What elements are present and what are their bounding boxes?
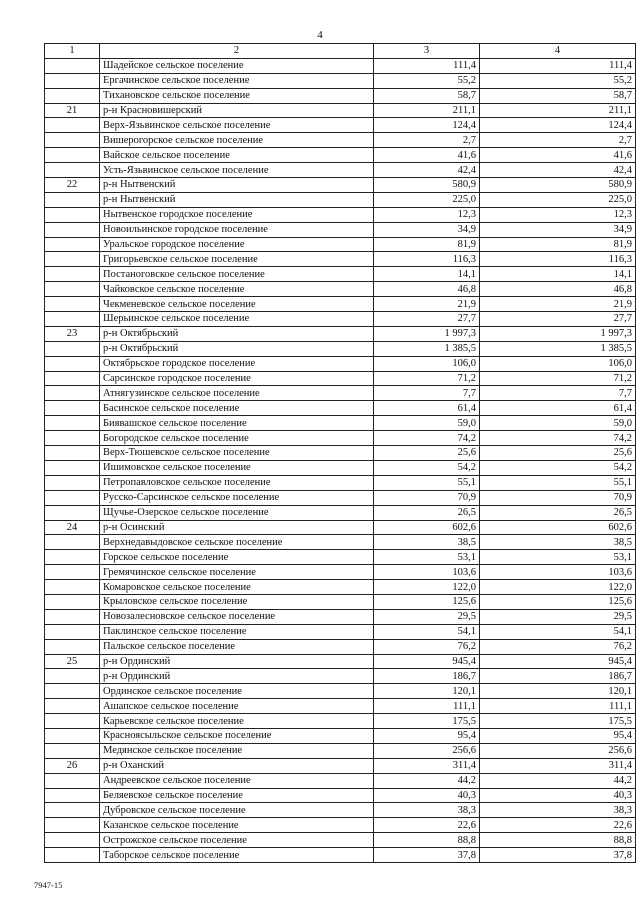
table-row xyxy=(45,714,636,729)
row-name: Шадейское сельское поселение xyxy=(100,58,374,73)
row-value-3: 14,1 xyxy=(374,267,480,282)
table-row xyxy=(45,460,636,475)
row-number xyxy=(45,371,100,386)
row-name: Тихановское сельское поселение xyxy=(100,88,374,103)
row-value-4: 40,3 xyxy=(480,788,636,803)
table-row xyxy=(45,237,636,252)
row-value-4: 41,6 xyxy=(480,148,636,163)
row-value-3: 38,3 xyxy=(374,803,480,818)
row-value-4: 58,7 xyxy=(480,88,636,103)
table-row xyxy=(45,818,636,833)
row-value-4: 71,2 xyxy=(480,371,636,386)
row-value-3: 54,1 xyxy=(374,624,480,639)
row-name: Октябрьское городское поселение xyxy=(100,356,374,371)
row-number xyxy=(45,207,100,222)
row-name: Постаноговское сельское поселение xyxy=(100,267,374,282)
table-row xyxy=(45,535,636,550)
table-row xyxy=(45,758,636,773)
row-value-3: 29,5 xyxy=(374,609,480,624)
row-number: 22 xyxy=(45,178,100,193)
row-number xyxy=(45,535,100,550)
row-name: Григорьевское сельское поселение xyxy=(100,252,374,267)
row-value-4: 311,4 xyxy=(480,758,636,773)
row-value-3: 120,1 xyxy=(374,684,480,699)
row-name: Вишерогорское сельское поселение xyxy=(100,133,374,148)
row-value-3: 38,5 xyxy=(374,535,480,550)
row-number xyxy=(45,848,100,863)
row-name: Ишимовское сельское поселение xyxy=(100,460,374,475)
row-value-3: 256,6 xyxy=(374,743,480,758)
row-value-3: 55,1 xyxy=(374,475,480,490)
row-number xyxy=(45,416,100,431)
row-value-4: 7,7 xyxy=(480,386,636,401)
row-number xyxy=(45,356,100,371)
row-value-4: 59,0 xyxy=(480,416,636,431)
row-name: Крыловское сельское поселение xyxy=(100,594,374,609)
row-name: Верх-Тюшевское сельское поселение xyxy=(100,446,374,461)
row-name: р-н Нытвенский xyxy=(100,178,374,193)
row-value-3: 122,0 xyxy=(374,580,480,595)
row-value-4: 38,5 xyxy=(480,535,636,550)
row-number xyxy=(45,833,100,848)
table-row xyxy=(45,639,636,654)
table-row xyxy=(45,743,636,758)
row-name: Таборское сельское поселение xyxy=(100,848,374,863)
row-value-4: 88,8 xyxy=(480,833,636,848)
row-value-3: 71,2 xyxy=(374,371,480,386)
row-value-4: 74,2 xyxy=(480,431,636,446)
row-value-4: 1 997,3 xyxy=(480,326,636,341)
row-name: Басинское сельское поселение xyxy=(100,401,374,416)
table-row xyxy=(45,222,636,237)
row-value-4: 256,6 xyxy=(480,743,636,758)
table-row xyxy=(45,609,636,624)
table-row xyxy=(45,446,636,461)
row-value-3: 580,9 xyxy=(374,178,480,193)
row-name: Уральское городское поселение xyxy=(100,237,374,252)
row-name: Богородское сельское поселение xyxy=(100,431,374,446)
row-value-3: 76,2 xyxy=(374,639,480,654)
row-name: Щучье-Озерское сельское поселение xyxy=(100,505,374,520)
row-number xyxy=(45,714,100,729)
row-value-3: 58,7 xyxy=(374,88,480,103)
row-value-4: 211,1 xyxy=(480,103,636,118)
table-row xyxy=(45,88,636,103)
row-number xyxy=(45,743,100,758)
row-number xyxy=(45,341,100,356)
row-number xyxy=(45,267,100,282)
row-value-3: 27,7 xyxy=(374,312,480,327)
table-row xyxy=(45,490,636,505)
row-number xyxy=(45,728,100,743)
table-row xyxy=(45,207,636,222)
row-value-3: 1 385,5 xyxy=(374,341,480,356)
row-name: р-н Осинский xyxy=(100,520,374,535)
table-row xyxy=(45,475,636,490)
row-name: Верхнедавыдовское сельское поселение xyxy=(100,535,374,550)
table-row xyxy=(45,252,636,267)
row-value-4: 125,6 xyxy=(480,594,636,609)
row-number xyxy=(45,252,100,267)
row-name: Острожское сельское поселение xyxy=(100,833,374,848)
row-value-4: 53,1 xyxy=(480,550,636,565)
row-value-3: 95,4 xyxy=(374,728,480,743)
row-number: 23 xyxy=(45,326,100,341)
table-row xyxy=(45,669,636,684)
row-number xyxy=(45,133,100,148)
row-value-4: 122,0 xyxy=(480,580,636,595)
row-value-3: 125,6 xyxy=(374,594,480,609)
row-name: Дубровское сельское поселение xyxy=(100,803,374,818)
row-value-4: 12,3 xyxy=(480,207,636,222)
row-value-3: 111,4 xyxy=(374,58,480,73)
row-value-4: 2,7 xyxy=(480,133,636,148)
row-name: Казанское сельское поселение xyxy=(100,818,374,833)
row-name: Горское сельское поселение xyxy=(100,550,374,565)
row-value-3: 61,4 xyxy=(374,401,480,416)
row-name: Петропавловское сельское поселение xyxy=(100,475,374,490)
row-value-4: 116,3 xyxy=(480,252,636,267)
row-value-4: 106,0 xyxy=(480,356,636,371)
row-value-3: 116,3 xyxy=(374,252,480,267)
row-value-3: 34,9 xyxy=(374,222,480,237)
row-number: 24 xyxy=(45,520,100,535)
table-row xyxy=(45,297,636,312)
table-row xyxy=(45,594,636,609)
row-number: 26 xyxy=(45,758,100,773)
row-number xyxy=(45,148,100,163)
row-value-3: 53,1 xyxy=(374,550,480,565)
table-header-row xyxy=(45,44,636,59)
row-number xyxy=(45,505,100,520)
row-name: Карьевское сельское поселение xyxy=(100,714,374,729)
row-number xyxy=(45,699,100,714)
row-value-3: 46,8 xyxy=(374,282,480,297)
row-number xyxy=(45,386,100,401)
row-value-4: 111,1 xyxy=(480,699,636,714)
row-number xyxy=(45,431,100,446)
row-value-3: 106,0 xyxy=(374,356,480,371)
row-name: Андреевское сельское поселение xyxy=(100,773,374,788)
row-name: Новозалесновское сельское поселение xyxy=(100,609,374,624)
budget-table xyxy=(44,43,636,863)
row-value-4: 120,1 xyxy=(480,684,636,699)
row-name: Биявашское сельское поселение xyxy=(100,416,374,431)
table-row xyxy=(45,788,636,803)
column-header-4: 4 xyxy=(480,44,636,59)
row-number xyxy=(45,237,100,252)
row-number xyxy=(45,446,100,461)
table-row xyxy=(45,431,636,446)
table-row xyxy=(45,803,636,818)
row-value-3: 225,0 xyxy=(374,192,480,207)
row-value-3: 25,6 xyxy=(374,446,480,461)
table-row xyxy=(45,684,636,699)
row-number xyxy=(45,684,100,699)
table-row xyxy=(45,326,636,341)
table-row xyxy=(45,833,636,848)
row-value-3: 602,6 xyxy=(374,520,480,535)
row-value-4: 95,4 xyxy=(480,728,636,743)
row-value-4: 61,4 xyxy=(480,401,636,416)
row-number xyxy=(45,297,100,312)
row-value-3: 186,7 xyxy=(374,669,480,684)
row-value-3: 1 997,3 xyxy=(374,326,480,341)
table-row xyxy=(45,178,636,193)
row-number xyxy=(45,88,100,103)
row-value-4: 46,8 xyxy=(480,282,636,297)
row-number xyxy=(45,609,100,624)
column-header-3: 3 xyxy=(374,44,480,59)
row-name: Красноясыльское сельское поселение xyxy=(100,728,374,743)
row-number xyxy=(45,312,100,327)
table-row xyxy=(45,520,636,535)
row-value-3: 12,3 xyxy=(374,207,480,222)
table-row xyxy=(45,133,636,148)
row-value-4: 175,5 xyxy=(480,714,636,729)
row-value-3: 175,5 xyxy=(374,714,480,729)
row-number xyxy=(45,460,100,475)
row-number xyxy=(45,818,100,833)
row-value-4: 580,9 xyxy=(480,178,636,193)
table-row xyxy=(45,312,636,327)
row-number xyxy=(45,550,100,565)
table-row xyxy=(45,773,636,788)
row-value-3: 124,4 xyxy=(374,118,480,133)
table-row xyxy=(45,282,636,297)
table-row xyxy=(45,654,636,669)
row-value-3: 41,6 xyxy=(374,148,480,163)
row-value-4: 186,7 xyxy=(480,669,636,684)
row-value-3: 21,9 xyxy=(374,297,480,312)
row-value-3: 55,2 xyxy=(374,73,480,88)
row-number xyxy=(45,490,100,505)
row-name: Чекменевское сельское поселение xyxy=(100,297,374,312)
table-row xyxy=(45,192,636,207)
row-name: Вайское сельское поселение xyxy=(100,148,374,163)
table-row xyxy=(45,341,636,356)
table-row xyxy=(45,699,636,714)
row-number xyxy=(45,192,100,207)
row-name: Ергачинское сельское поселение xyxy=(100,73,374,88)
table-row xyxy=(45,624,636,639)
row-value-4: 124,4 xyxy=(480,118,636,133)
row-value-3: 40,3 xyxy=(374,788,480,803)
table-row xyxy=(45,565,636,580)
row-name: Шерьинское сельское поселение xyxy=(100,312,374,327)
row-name: р-н Нытвенский xyxy=(100,192,374,207)
row-value-4: 38,3 xyxy=(480,803,636,818)
row-value-3: 26,5 xyxy=(374,505,480,520)
row-name: Ашапское сельское поселение xyxy=(100,699,374,714)
row-name: Новоильинское городское поселение xyxy=(100,222,374,237)
table-row xyxy=(45,505,636,520)
row-number xyxy=(45,639,100,654)
row-value-3: 54,2 xyxy=(374,460,480,475)
row-value-4: 55,1 xyxy=(480,475,636,490)
row-value-3: 211,1 xyxy=(374,103,480,118)
table-row xyxy=(45,580,636,595)
row-value-4: 54,2 xyxy=(480,460,636,475)
row-value-4: 54,1 xyxy=(480,624,636,639)
row-value-4: 37,8 xyxy=(480,848,636,863)
row-value-4: 29,5 xyxy=(480,609,636,624)
row-name: р-н Октябрьский xyxy=(100,326,374,341)
row-value-3: 7,7 xyxy=(374,386,480,401)
row-number xyxy=(45,803,100,818)
row-number xyxy=(45,669,100,684)
table-row xyxy=(45,386,636,401)
row-name: Беляевское сельское поселение xyxy=(100,788,374,803)
table-row xyxy=(45,148,636,163)
row-number: 25 xyxy=(45,654,100,669)
row-value-4: 602,6 xyxy=(480,520,636,535)
row-name: р-н Ординский xyxy=(100,654,374,669)
row-name: Пальское сельское поселение xyxy=(100,639,374,654)
row-name: р-н Красновишерский xyxy=(100,103,374,118)
table-row xyxy=(45,118,636,133)
row-number xyxy=(45,401,100,416)
row-value-3: 81,9 xyxy=(374,237,480,252)
row-name: Чайковское сельское поселение xyxy=(100,282,374,297)
row-name: р-н Октябрьский xyxy=(100,341,374,356)
row-value-3: 22,6 xyxy=(374,818,480,833)
row-value-3: 311,4 xyxy=(374,758,480,773)
row-name: Паклинское сельское поселение xyxy=(100,624,374,639)
row-value-4: 76,2 xyxy=(480,639,636,654)
row-number xyxy=(45,624,100,639)
row-number xyxy=(45,282,100,297)
row-value-3: 2,7 xyxy=(374,133,480,148)
table-row xyxy=(45,356,636,371)
row-value-3: 37,8 xyxy=(374,848,480,863)
table-row xyxy=(45,58,636,73)
row-value-4: 14,1 xyxy=(480,267,636,282)
row-name: Гремячинское сельское поселение xyxy=(100,565,374,580)
row-number: 21 xyxy=(45,103,100,118)
row-name: Комаровское сельское поселение xyxy=(100,580,374,595)
table-row xyxy=(45,73,636,88)
table-row xyxy=(45,728,636,743)
table-row xyxy=(45,267,636,282)
row-value-3: 42,4 xyxy=(374,163,480,178)
row-value-4: 1 385,5 xyxy=(480,341,636,356)
row-value-3: 945,4 xyxy=(374,654,480,669)
row-name: Сарсинское городское поселение xyxy=(100,371,374,386)
row-value-4: 44,2 xyxy=(480,773,636,788)
row-value-4: 25,6 xyxy=(480,446,636,461)
table-row xyxy=(45,550,636,565)
row-number xyxy=(45,222,100,237)
row-number xyxy=(45,73,100,88)
table-row xyxy=(45,416,636,431)
table-row xyxy=(45,848,636,863)
row-value-4: 111,4 xyxy=(480,58,636,73)
table-row xyxy=(45,163,636,178)
document-code: 7947-15 xyxy=(34,880,63,890)
row-number xyxy=(45,58,100,73)
row-name: р-н Оханский xyxy=(100,758,374,773)
row-value-4: 70,9 xyxy=(480,490,636,505)
row-name: Ординское сельское поселение xyxy=(100,684,374,699)
row-value-3: 70,9 xyxy=(374,490,480,505)
row-name: Верх-Язьвинское сельское поселение xyxy=(100,118,374,133)
column-header-1: 1 xyxy=(45,44,100,59)
row-name: Медянское сельское поселение xyxy=(100,743,374,758)
row-number xyxy=(45,475,100,490)
row-number xyxy=(45,580,100,595)
row-value-4: 81,9 xyxy=(480,237,636,252)
row-value-4: 42,4 xyxy=(480,163,636,178)
row-value-3: 74,2 xyxy=(374,431,480,446)
row-value-4: 34,9 xyxy=(480,222,636,237)
row-number xyxy=(45,163,100,178)
row-value-4: 103,6 xyxy=(480,565,636,580)
row-name: Усть-Язьвинское сельское поселение xyxy=(100,163,374,178)
row-value-3: 44,2 xyxy=(374,773,480,788)
row-name: р-н Ординский xyxy=(100,669,374,684)
row-value-3: 59,0 xyxy=(374,416,480,431)
row-value-3: 88,8 xyxy=(374,833,480,848)
row-value-4: 22,6 xyxy=(480,818,636,833)
row-name: Атнягузинское сельское поселение xyxy=(100,386,374,401)
table-row xyxy=(45,401,636,416)
row-value-4: 945,4 xyxy=(480,654,636,669)
row-value-3: 111,1 xyxy=(374,699,480,714)
table-row xyxy=(45,103,636,118)
row-value-4: 55,2 xyxy=(480,73,636,88)
row-value-4: 27,7 xyxy=(480,312,636,327)
page-number: 4 xyxy=(317,29,323,41)
row-name: Русско-Сарсинское сельское поселение xyxy=(100,490,374,505)
row-number xyxy=(45,594,100,609)
column-header-2: 2 xyxy=(100,44,374,59)
row-number xyxy=(45,788,100,803)
row-value-3: 103,6 xyxy=(374,565,480,580)
row-number xyxy=(45,773,100,788)
row-number xyxy=(45,118,100,133)
table-row xyxy=(45,371,636,386)
row-value-4: 225,0 xyxy=(480,192,636,207)
row-number xyxy=(45,565,100,580)
row-value-4: 26,5 xyxy=(480,505,636,520)
row-value-4: 21,9 xyxy=(480,297,636,312)
row-name: Нытвенское городское поселение xyxy=(100,207,374,222)
